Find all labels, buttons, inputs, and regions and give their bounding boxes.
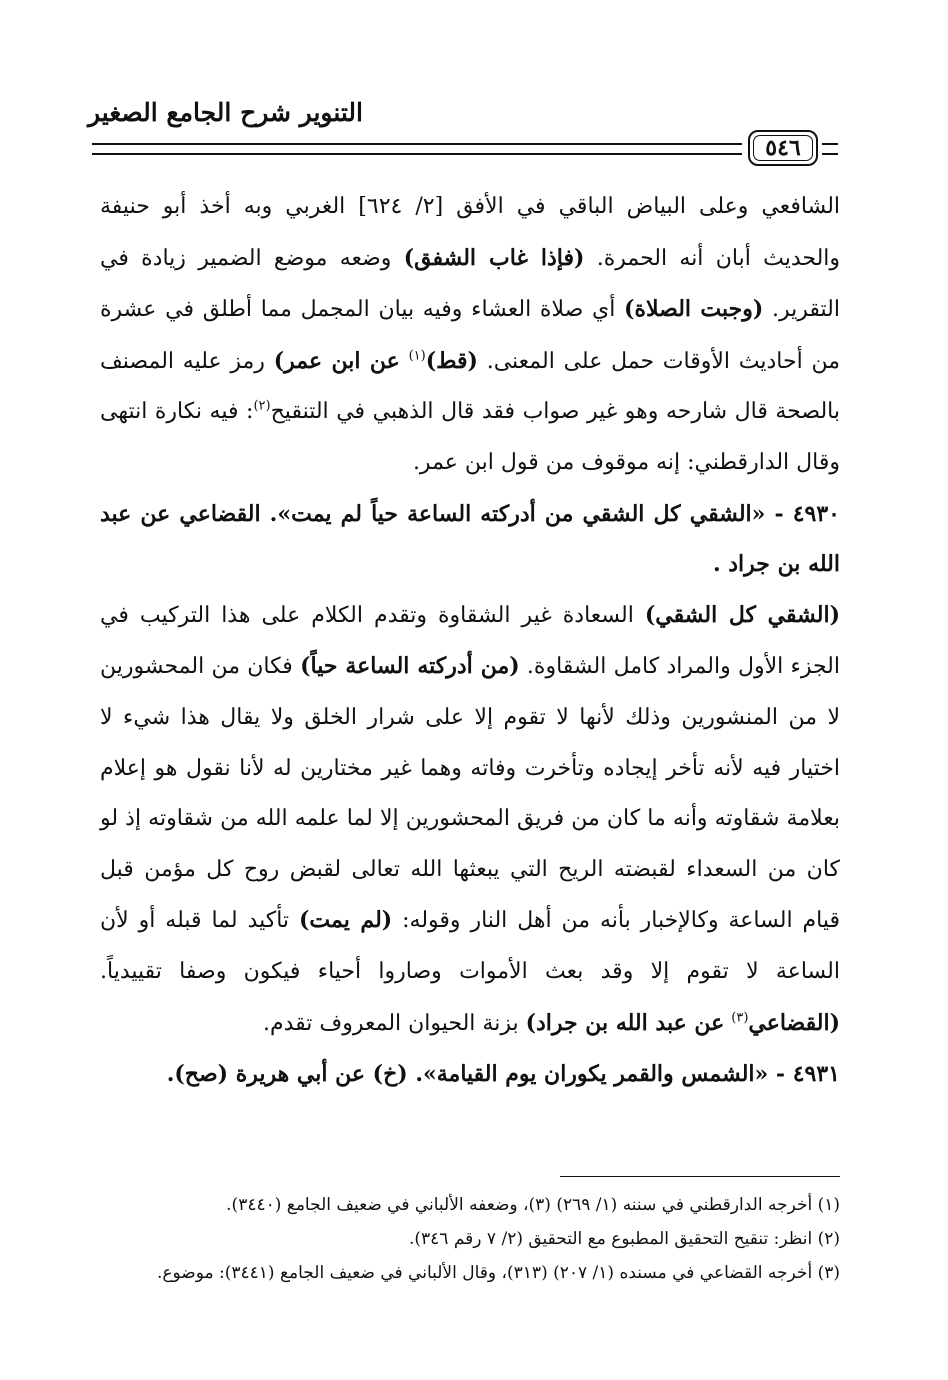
text-run: : فيه نكارة انتهى وقال الدارقطني: إنه موقوف من قول ابن عمر. [100, 399, 840, 475]
footnote-separator [560, 1176, 840, 1177]
running-title: التنوير شرح الجامع الصغير [88, 98, 363, 127]
text-run: وضعه موضع الضمير زيادة في التقرير. [100, 245, 840, 323]
page-number: ٥٤٦ [765, 135, 801, 161]
text-run [400, 349, 409, 374]
footnote-marker: (٣) [731, 1010, 749, 1026]
footnote-2: (٢) انظر: تنقيح التحقيق المطبوع مع التحقيق (٢/ ٧ رقم ٣٤٦). [408, 1229, 840, 1249]
text-run: تأكيد لما قبله أو لأن الساعة لا تقوم إلا وقد بعث الأموات وصاروا أحياء فيكون وصفا تقييدياً. [100, 908, 840, 984]
hadith-4930: ٤٩٣٠ - «الشقي كل الشقي من أدركته الساعة حياً لم يمت». القضاعي عن عبد الله بن جراد . [100, 500, 840, 578]
footnote-1: (١) أخرجه الدارقطني في سننه (١/ ٢٦٩) (٣)، وضعفه الألباني في ضعيف الجامع (٣٤٤٠). [226, 1195, 840, 1215]
matn-quote: (قط) [425, 347, 478, 374]
header-rule-short [822, 143, 838, 155]
footnotes [100, 1188, 840, 1290]
page-number-frame [748, 130, 818, 166]
matn-quote: (القضاعي [748, 1009, 840, 1036]
commentary-paragraph-1 [100, 182, 840, 489]
hadith-4931: ٤٩٣١ - «الشمس والقمر يكوران يوم القيامة». (خ) عن أبي هريرة (صح). [166, 1061, 840, 1088]
matn-quote: (فإذا غاب الشفق) [403, 244, 585, 271]
matn-quote: عن عبد الله بن جراد) [525, 1009, 725, 1036]
footnote-3: (٣) أخرجه القضاعي في مسنده (١/ ٢٠٧) (٣١٣)، وقال الألباني في ضعيف الجامع (٣٤٤١): موضوع. [156, 1263, 840, 1283]
text-run: الشافعي وعلى البياض الباقي في الأفق [٢/ ٦٢٤] الغربي وبه أخذ أبو حنيفة والحديث أبان أنه الحمرة. [100, 194, 841, 271]
text-run: رمز عليه المصنف بالصحة قال شارحه وهو غير صواب فقد قال الذهبي في التنقيح [100, 348, 840, 425]
matn-quote: (وجبت الصلاة) [624, 296, 764, 323]
header-rule [92, 143, 742, 155]
text-run: بزنة الحيوان المعروف تقدم. [263, 1010, 526, 1036]
footnote-marker: (٢) [253, 399, 271, 415]
main-text [100, 182, 840, 1100]
matn-quote: عن ابن عمر) [273, 347, 400, 374]
matn-quote: (الشقي كل الشقي) [644, 601, 840, 628]
text-run: أي صلاة العشاء وفيه بيان المجمل مما أطلق في عشرة من أحاديث الأوقات حمل على المعنى. [100, 297, 841, 374]
footnote-marker: (١) [408, 348, 426, 364]
text-run: فكان من المحشورين لا من المنشورين وذلك لأنها لا تقوم إلا على شرار الخلق ولا يقال هذا شيء لا اختيار فيه لأنه تأخر إيجاده وتأخرت وفاته وهما غير مختارين له لأنا نقول هو إعلام بعلامة شقاوته وأنه ما كان من فريق المحشورين إلا لما علمه الله من شقاوته إذ لو كان من السعداء لقبضته الريح التي يبعثها الله تعالى لقبض روح كل مؤمن قبل قيام الساعة وكالإخبار بأنه من أهل النار وقوله: [100, 654, 840, 934]
text-run: السعادة غير الشقاوة وتقدم الكلام على هذا التركيب في الجزء الأول والمراد كامل الشقاوة. [100, 602, 840, 680]
matn-quote: (لم يمت) [298, 907, 393, 934]
matn-quote: (من أدركته الساعة حياً) [300, 653, 520, 680]
commentary-paragraph-2 [100, 590, 840, 1049]
